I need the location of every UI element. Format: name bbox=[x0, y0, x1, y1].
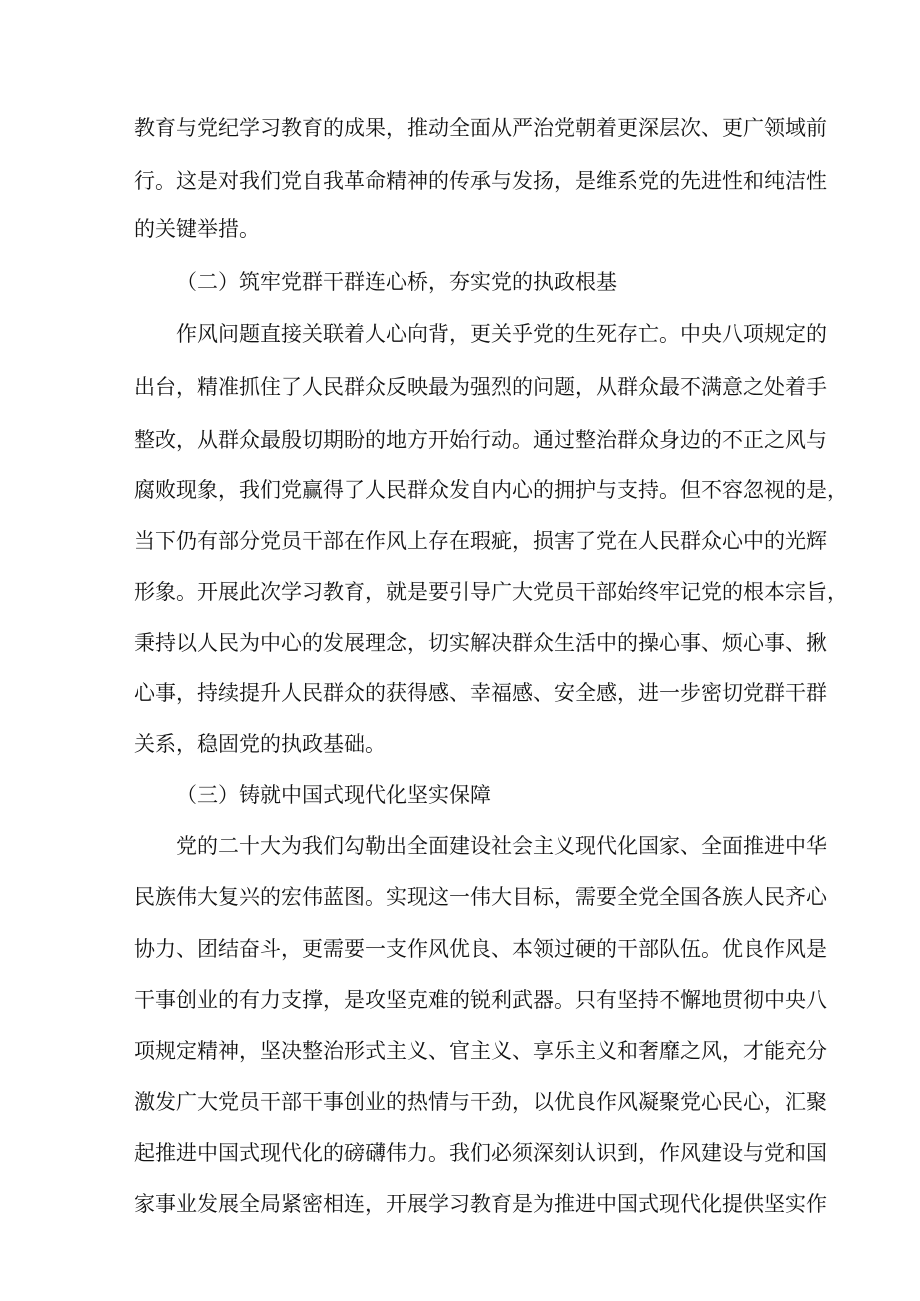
section-heading: （二）筑牢党群干群连心桥，夯实党的执政根基 bbox=[176, 270, 617, 294]
text-line: 项规定精神，坚决整治形式主义、官主义、享乐主义和奢靡之风，才能充分 bbox=[134, 1039, 827, 1063]
text-line: 的关键举措。 bbox=[134, 217, 260, 241]
text-line: 心事，持续提升人民群众的获得感、幸福感、安全感，进一步密切党群干群 bbox=[134, 681, 827, 705]
section-heading: （三）铸就中国式现代化坚实保障 bbox=[176, 783, 491, 807]
text-line: 形象。开展此次学习教育，就是要引导广大党员干部始终牢记党的根本宗旨， bbox=[134, 580, 848, 604]
text-line: 干事创业的有力支撑，是攻坚克难的锐利武器。只有坚持不懈地贯彻中央八 bbox=[134, 988, 827, 1012]
text-line: 起推进中国式现代化的磅礴伟力。我们必须深刻认识到，作风建设与党和国 bbox=[134, 1141, 827, 1165]
text-line: 腐败现象，我们党赢得了人民群众发自内心的拥护与支持。但不容忽视的是， bbox=[134, 478, 848, 502]
text-line: 协力、团结奋斗，更需要一支作风优良、本领过硬的干部队伍。优良作风是 bbox=[134, 937, 827, 961]
text-line: 当下仍有部分党员干部在作风上存在瑕疵，损害了党在人民群众心中的光辉 bbox=[134, 529, 827, 553]
text-line: 关系，稳固党的执政基础。 bbox=[134, 732, 386, 756]
text-line: 家事业发展全局紧密相连，开展学习教育是为推进中国式现代化提供坚实作 bbox=[134, 1192, 827, 1216]
text-line: 整改，从群众最殷切期盼的地方开始行动。通过整治群众身边的不正之风与 bbox=[134, 428, 827, 452]
text-line: 教育与党纪学习教育的成果，推动全面从严治党朝着更深层次、更广领域前 bbox=[134, 116, 827, 140]
text-line: 行。这是对我们党自我革命精神的传承与发扬，是维系党的先进性和纯洁性 bbox=[134, 169, 827, 193]
text-line: 激发广大党员干部干事创业的热情与干劲，以优良作风凝聚党心民心，汇聚 bbox=[134, 1090, 827, 1114]
text-line: 党的二十大为我们勾勒出全面建设社会主义现代化国家、全面推进中华 bbox=[176, 834, 827, 858]
text-line: 民族伟大复兴的宏伟蓝图。实现这一伟大目标，需要全党全国各族人民齐心 bbox=[134, 885, 827, 909]
text-line: 作风问题直接关联着人心向背，更关乎党的生死存亡。中央八项规定的 bbox=[176, 322, 827, 346]
text-line: 秉持以人民为中心的发展理念，切实解决群众生活中的操心事、烦心事、揪 bbox=[134, 631, 827, 655]
text-line: 出台，精准抓住了人民群众反映最为强烈的问题，从群众最不满意之处着手 bbox=[134, 375, 827, 399]
